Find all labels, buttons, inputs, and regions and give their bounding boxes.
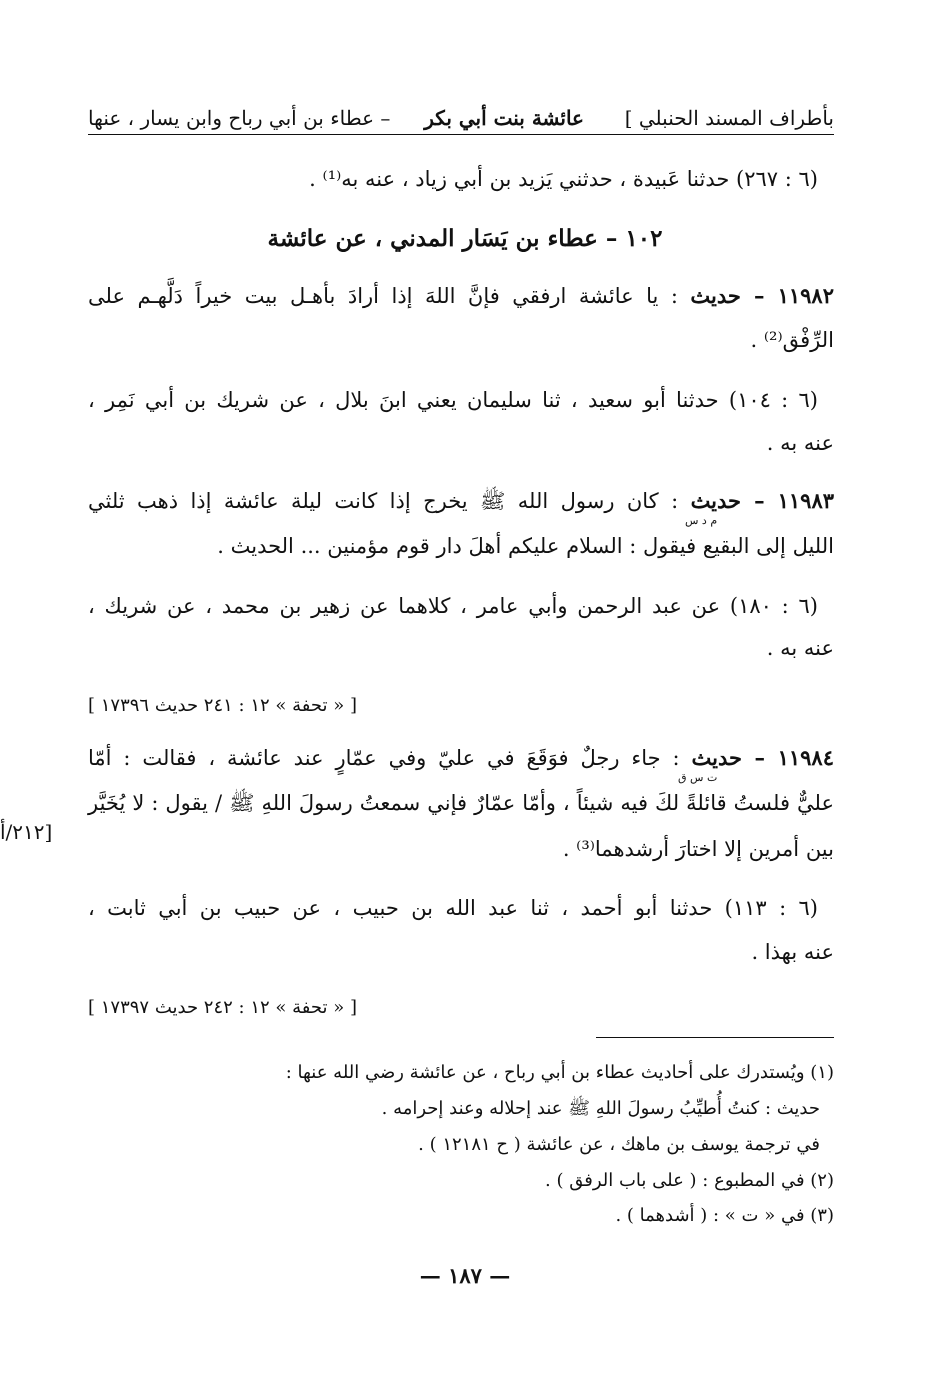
hadith-text: : جاء رجلٌ فوَقَعَ في عليّ وفي عمّارٍ عند عائشة ، فقالت : أمّا — [88, 746, 680, 770]
hadith-11984-line-1 — [88, 743, 834, 773]
footnote-rule — [596, 1037, 834, 1038]
footnote-2: (٢) في المطبوع : ( على باب الرفق ) . — [545, 1170, 834, 1191]
tuhfa-ref-17396: [ « تحفة » ١٢ : ٢٤١ حديث ١٧٣٩٦ ] — [88, 695, 357, 716]
footnote-1-line-1: (١) ويُستدرك على أحاديث عطاء بن أبي رباح ، عن عائشة رضي الله عنها : — [285, 1062, 834, 1083]
header-book-title: بأطراف المسند الحنبلي ] — [624, 106, 834, 130]
header-rule — [88, 134, 834, 135]
page-number: — ١٨٧ — — [419, 1263, 511, 1288]
isnad-11982-line-1: (٦ : ١٠٤) حدثنا أبو سعيد ، ثنا سليمان يعني ابنَ بلال ، عن شريك بن أبي نَمِر ، — [88, 388, 818, 412]
hadith-text: : كان رسول الله ﷺ يخرج إذا كانت ليلة عائشة إذا ذهب ثلثي — [88, 489, 679, 513]
marginal-folio-ref: [٢١٢/أ — [0, 820, 53, 844]
hadith-11983-line-2: الليل إلى البقيع فيقول : السلام عليكم أهلَ دار قوم مؤمنين ... الحديث . — [217, 534, 834, 558]
hadith-11984-line-3: بين أمرين إلا اختارَ أرشدهما⁽³⁾ . — [562, 837, 834, 861]
isnad-11984-line-2: عنه بهذا . — [751, 940, 834, 964]
hadith-text: : يا عائشة ارفقي فإنَّ اللهَ إذا أرادَ بأهـل بيت خيراً دَلَّهـم على — [88, 284, 678, 308]
hadith-11982-line-1 — [88, 281, 834, 311]
footnote-1-line-3: في ترجمة يوسف بن ماهك ، عن عائشة ( ح ١٢١٨١ ) . — [418, 1134, 820, 1155]
isnad-11983-line-2: عنه به . — [766, 636, 834, 660]
hadith-number: ١١٩٨٣ – حديث — [690, 488, 835, 513]
isnad-11982-line-2: عنه به . — [766, 431, 834, 455]
hadith-11983-book-symbols: م د س — [685, 514, 718, 527]
isnad-11984-line-1: (٦ : ١١٣) حدثنا أبو أحمد ، ثنا عبد الله بن حبيب ، عن حبيب بن أبي ثابت ، — [88, 896, 818, 920]
section-heading: ١٠٢ – عطاء بن يَسَار المدني ، عن عائشة — [267, 225, 663, 252]
tuhfa-ref-17397: [ « تحفة » ١٢ : ٢٤٢ حديث ١٧٣٩٧ ] — [88, 997, 357, 1018]
header-chapter-title: عائشة بنت أبي بكر — [424, 106, 584, 130]
footnote-3: (٣) في « ت » : ( أشدهما ) . — [615, 1205, 834, 1226]
isnad-11983-line-1: (٦ : ١٨٠) عن عبد الرحمن وأبي عامر ، كلاهما عن زهير بن محمد ، عن شريك ، — [88, 594, 818, 618]
footnote-1-line-2: حديث : كنتُ أُطيِّبُ رسولَ اللهِ ﷺ عند إحلاله وعند إحرامه . — [381, 1098, 820, 1119]
intro-isnad: (٦ : ٢٦٧) حدثنا عَبيدة ، حدثني يَزيد بن أبي زياد ، عنه به⁽¹⁾ . — [309, 167, 818, 191]
hadith-11984-line-2: عليٌّ فلستُ قائلةً لكَ فيه شيئاً ، وأمّا عمّارٌ فإني سمعتُ رسولَ اللهِ ﷺ / يقول : لا يُخَيَّر — [88, 791, 834, 815]
hadith-11983-line-1 — [88, 486, 834, 516]
hadith-11984-book-symbols: ت س ق — [678, 771, 718, 784]
hadith-number: ١١٩٨٤ – حديث — [691, 745, 834, 770]
hadith-11982-line-2: الرِّفْق⁽²⁾ . — [750, 328, 834, 352]
hadith-number: ١١٩٨٢ – حديث — [690, 283, 834, 308]
header-section-title: – عطاء بن أبي رباح وابن يسار ، عنها — [88, 106, 391, 130]
